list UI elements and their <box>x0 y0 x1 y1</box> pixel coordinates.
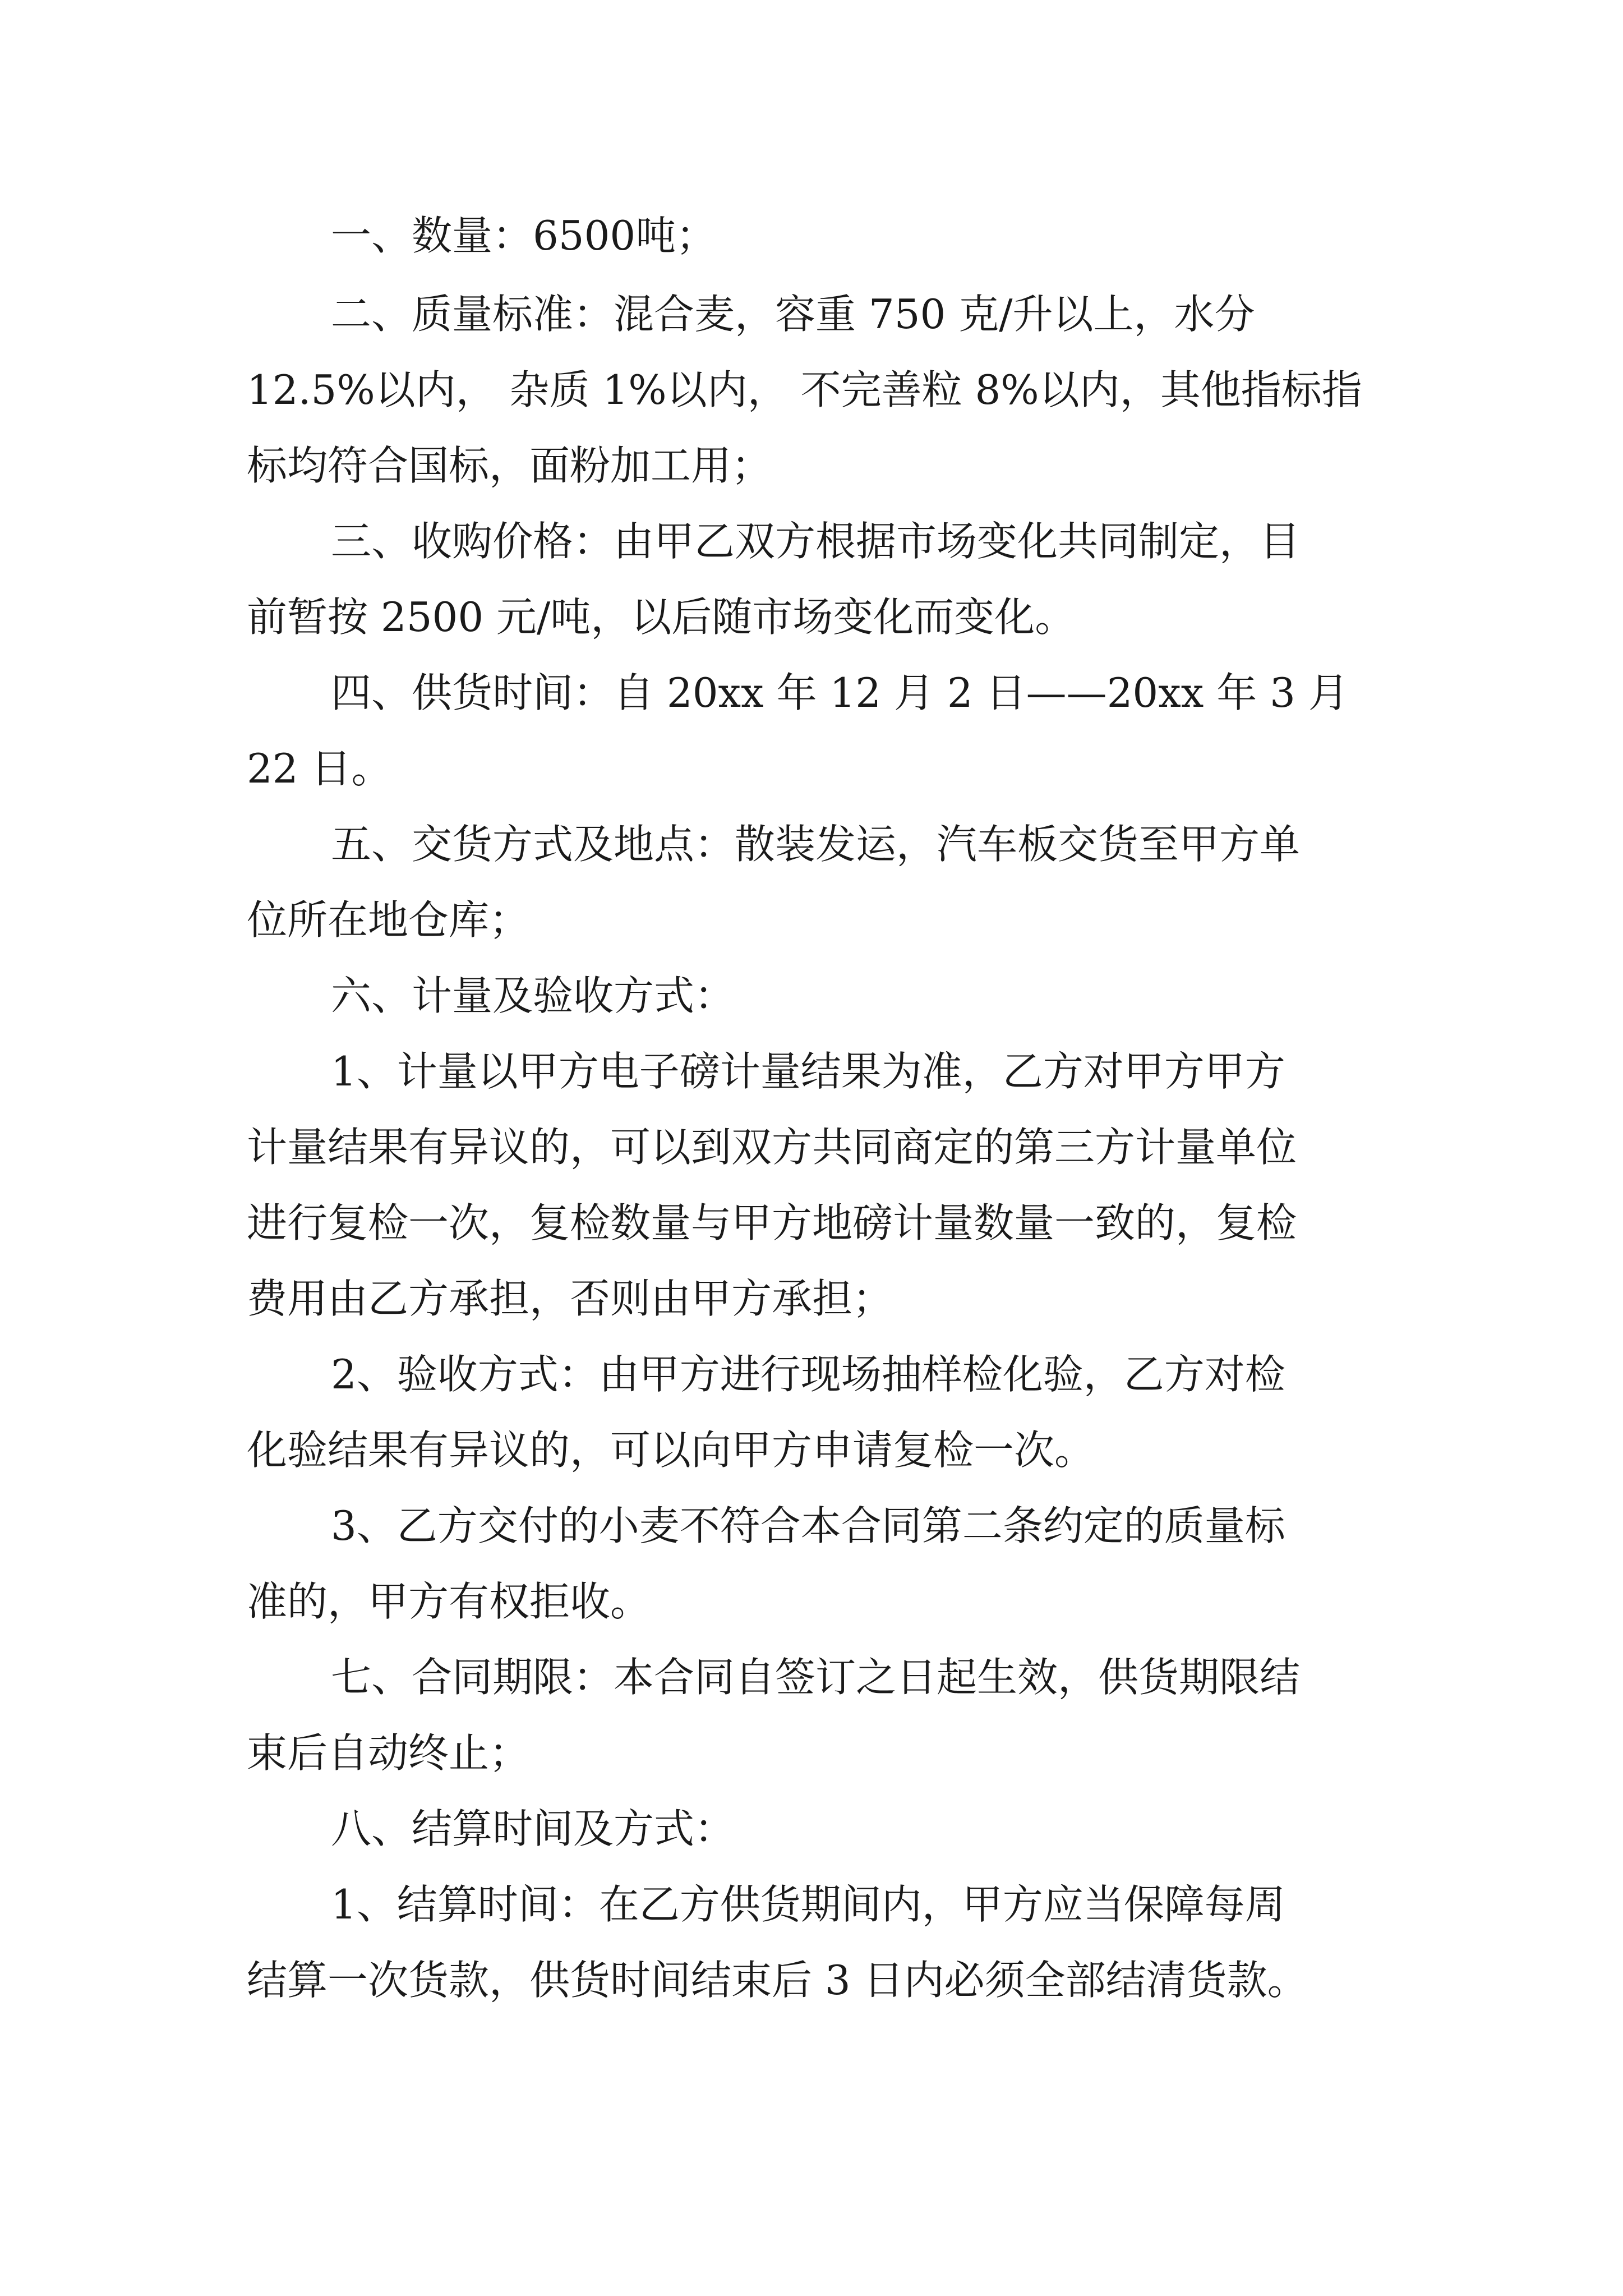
clause-6-1-line-1: 1、计量以甲方电子磅计量结果为准，乙方对甲方甲方 <box>331 1048 1285 1095</box>
clause-6-3-line-1: 3、乙方交付的小麦不符合本合同第二条约定的质量标 <box>331 1502 1285 1549</box>
clause-2-quality-line-3: 标均符合国标，面粉加工用； <box>247 442 772 489</box>
clause-6-2-line-2: 化验结果有异议的，可以向甲方申请复检一次。 <box>247 1427 1095 1474</box>
clause-6-1-line-4: 费用由乙方承担，否则由甲方承担； <box>247 1275 893 1322</box>
clause-6-heading: 六、计量及验收方式： <box>331 972 735 1019</box>
clause-3-price-line-1: 三、收购价格：由甲乙双方根据市场变化共同制定，目 <box>331 518 1301 565</box>
clause-6-1-line-3: 进行复检一次，复检数量与甲方地磅计量数量一致的，复检 <box>247 1199 1297 1246</box>
clause-3-price-line-2: 前暂按 2500 元/吨，以后随市场变化而变化。 <box>247 593 1076 641</box>
clause-7-term-line-2: 束后自动终止； <box>247 1729 530 1777</box>
clause-5-delivery-line-2: 位所在地仓库； <box>247 896 530 944</box>
clause-7-term-line-1: 七、合同期限：本合同自签订之日起生效，供货期限结 <box>331 1654 1301 1701</box>
clause-6-2-line-1: 2、验收方式：由甲方进行现场抽样检化验，乙方对检 <box>331 1351 1285 1398</box>
clause-6-1-line-2: 计量结果有异议的，可以到双方共同商定的第三方计量单位 <box>247 1124 1297 1171</box>
clause-8-heading: 八、结算时间及方式： <box>331 1805 735 1852</box>
clause-6-3-line-2: 准的，甲方有权拒收。 <box>247 1578 651 1625</box>
clause-8-1-line-2: 结算一次货款，供货时间结束后 3 日内必须全部结清货款。 <box>247 1957 1308 2004</box>
clause-2-quality-line-1: 二、质量标准：混合麦，容重 750 克/升以上，水分 <box>331 291 1255 338</box>
clause-4-supply-time-line-2: 22 日。 <box>247 745 392 792</box>
clause-4-supply-time-line-1: 四、供货时间：自 20xx 年 12 月 2 日——20xx 年 3 月 <box>331 669 1349 716</box>
clause-5-delivery-line-1: 五、交货方式及地点：散装发运，汽车板交货至甲方单 <box>331 821 1301 868</box>
clause-2-quality-line-2: 12.5%以内， 杂质 1%以内， 不完善粒 8%以内，其他指标指 <box>247 366 1362 413</box>
clause-1-quantity: 一、数量：6500吨； <box>331 212 717 259</box>
clause-8-1-line-1: 1、结算时间：在乙方供货期间内，甲方应当保障每周 <box>331 1881 1285 1928</box>
